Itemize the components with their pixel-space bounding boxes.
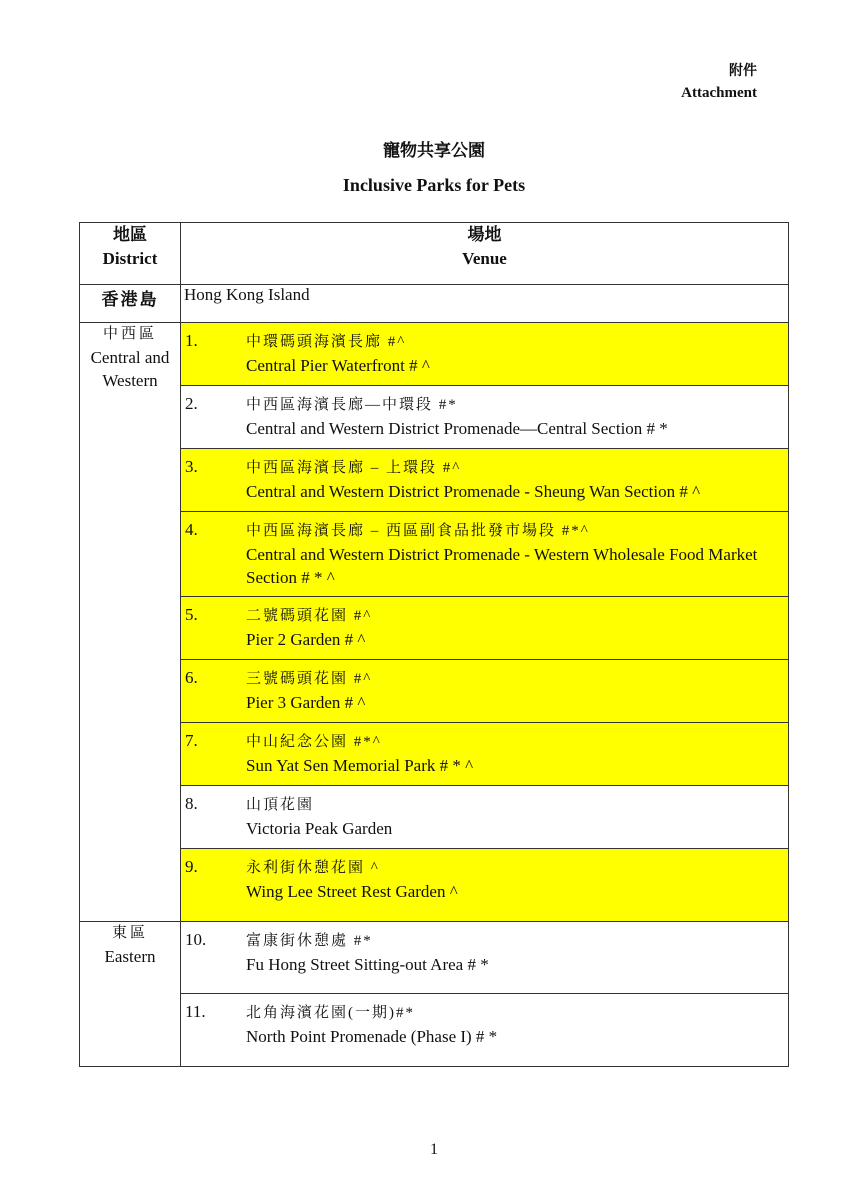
table-row [80,660,789,723]
venue-number: 4. [185,520,198,539]
venue-name-en: Central Pier Waterfront # ^ [246,356,430,375]
table-row [80,597,789,660]
venue-name-en: Central and Western District Promenade - Sheung Wan Section # ^ [246,482,701,501]
venue-number: 2. [185,394,198,413]
venue-name-zh: 永利街休憩花園 ^ [246,860,380,876]
district-cell [80,323,181,922]
attachment-label [681,62,757,104]
attachment-label-zh: 附件 [729,64,757,79]
region-row [80,285,789,323]
venue-cell [181,386,789,449]
venue-cell [181,849,789,922]
parks-table [79,222,789,1067]
venue-name-zh: 中山紀念公園 #*^ [246,734,382,750]
district-header-en: District [102,249,158,268]
venue-name-en: Pier 3 Garden # ^ [246,693,366,712]
venue-name-zh: 中環碼頭海濱長廊 #^ [246,334,407,350]
page-title-en: Inclusive Parks for Pets [342,175,526,195]
table-row [80,723,789,786]
venue-name-zh: 二號碼頭花園 #^ [246,608,373,624]
venue-name-zh: 中西區海濱長廊 – 上環段 #^ [246,460,462,476]
venue-header-zh: 場地 [467,225,502,244]
district-header-zh: 地區 [113,225,147,244]
table-row [80,323,789,386]
venue-cell [181,597,789,660]
venue-name-zh: 富康街休憩處 #* [246,933,373,949]
venue-number: 11. [185,1002,206,1021]
region-name-en: Hong Kong Island [181,285,789,323]
table-row [80,449,789,512]
venue-name-zh: 中西區海濱長廊 – 西區副食品批發市場段 #*^ [246,523,590,539]
venue-name-en: Central and Western District Promenade - Western Wholesale Food Market Section # * ^ [246,545,758,587]
venue-name-zh: 中西區海濱長廊—中環段 #* [246,397,458,413]
venue-name-zh: 北角海濱花園(一期)#* [246,1005,415,1021]
venue-name-en: Fu Hong Street Sitting-out Area # * [246,955,489,974]
venue-name-en: Victoria Peak Garden [246,819,393,838]
table-row [80,512,789,597]
district-name-en: Central and Western [90,348,170,390]
venue-name-en: Wing Lee Street Rest Garden ^ [246,882,458,901]
venue-name-en: Sun Yat Sen Memorial Park # * ^ [246,756,474,775]
district-name-en: Eastern [104,947,156,966]
venue-name-zh: 三號碼頭花園 #^ [246,671,373,687]
page-number: 1 [430,1141,438,1158]
venue-cell [181,994,789,1067]
venue-cell [181,786,789,849]
attachment-label-en: Attachment [681,85,757,101]
venue-number: 5. [185,605,198,624]
venue-cell [181,323,789,386]
venue-number: 6. [185,668,198,687]
venue-number: 7. [185,731,198,750]
table-row [80,386,789,449]
venue-number: 3. [185,457,198,476]
venue-cell [181,449,789,512]
venue-name-zh: 山頂花園 [246,797,315,813]
venue-header-en: Venue [462,249,507,268]
table-row [80,994,789,1067]
venue-cell [181,922,789,994]
venue-cell [181,512,789,597]
venue-cell [181,660,789,723]
district-name-zh: 東區 [111,925,148,941]
table-header-row [80,223,789,285]
venue-number: 8. [185,794,198,813]
venue-number: 10. [185,930,207,949]
table-row [80,786,789,849]
district-cell [80,922,181,1067]
venue-cell [181,723,789,786]
table-row [80,922,789,994]
venue-name-en: North Point Promenade (Phase I) # * [246,1027,498,1046]
district-name-zh: 中西區 [102,326,157,342]
table-row [80,849,789,922]
venue-name-en: Pier 2 Garden # ^ [246,630,366,649]
page-title-zh: 寵物共享公園 [383,141,485,160]
venue-column-header [181,223,789,285]
venue-number: 1. [185,331,198,350]
region-name-zh: 香港島 [80,285,181,323]
district-column-header [80,223,181,285]
venue-number: 9. [185,857,198,876]
venue-name-en: Central and Western District Promenade—Central Section # * [246,419,668,438]
